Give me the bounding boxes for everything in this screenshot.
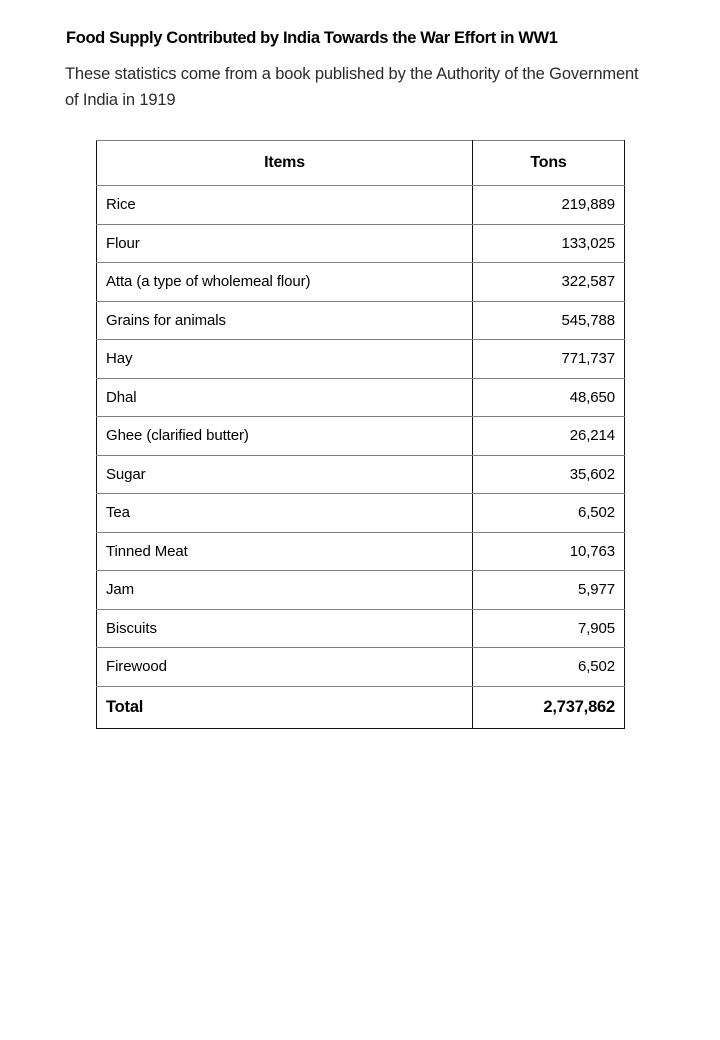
cell-tons: 35,602: [473, 455, 625, 494]
total-tons: 2,737,862: [473, 686, 625, 728]
table-row: [97, 186, 625, 225]
total-label: Total: [97, 686, 473, 728]
table-body: [97, 186, 625, 729]
table-row: [97, 263, 625, 302]
table-header-row: [97, 141, 625, 186]
table-row: [97, 494, 625, 533]
page-subtitle: These statistics come from a book published by the Authority of the Government of India in 1919: [65, 65, 639, 109]
cell-item: Firewood: [97, 648, 473, 687]
column-header-items: Items: [97, 141, 473, 186]
cell-tons: 5,977: [473, 571, 625, 610]
table-row: [97, 609, 625, 648]
cell-tons: 48,650: [473, 378, 625, 417]
cell-item: Atta (a type of wholemeal flour): [97, 263, 473, 302]
food-supply-table: [96, 140, 625, 729]
cell-item: Grains for animals: [97, 301, 473, 340]
cell-tons: 6,502: [473, 494, 625, 533]
table-header: [97, 141, 625, 186]
table-total-row: [97, 686, 625, 728]
table-row: [97, 455, 625, 494]
cell-tons: 771,737: [473, 340, 625, 379]
cell-tons: 322,587: [473, 263, 625, 302]
page-title: Food Supply Contributed by India Towards the War Effort in WW1: [66, 29, 558, 47]
cell-tons: 6,502: [473, 648, 625, 687]
table-row: [97, 301, 625, 340]
table-row: [97, 571, 625, 610]
table-row: [97, 648, 625, 687]
table-row: [97, 417, 625, 456]
table-row: [97, 340, 625, 379]
food-supply-table-container: [96, 140, 624, 729]
table-row: [97, 378, 625, 417]
cell-item: Dhal: [97, 378, 473, 417]
cell-tons: 7,905: [473, 609, 625, 648]
cell-item: Tinned Meat: [97, 532, 473, 571]
cell-item: Sugar: [97, 455, 473, 494]
cell-tons: 219,889: [473, 186, 625, 225]
cell-item: Rice: [97, 186, 473, 225]
cell-item: Flour: [97, 224, 473, 263]
cell-tons: 10,763: [473, 532, 625, 571]
cell-item: Hay: [97, 340, 473, 379]
cell-tons: 26,214: [473, 417, 625, 456]
cell-tons: 133,025: [473, 224, 625, 263]
column-header-tons: Tons: [473, 141, 625, 186]
cell-tons: 545,788: [473, 301, 625, 340]
cell-item: Jam: [97, 571, 473, 610]
table-row: [97, 224, 625, 263]
cell-item: Tea: [97, 494, 473, 533]
cell-item: Ghee (clarified butter): [97, 417, 473, 456]
cell-item: Biscuits: [97, 609, 473, 648]
table-row: [97, 532, 625, 571]
